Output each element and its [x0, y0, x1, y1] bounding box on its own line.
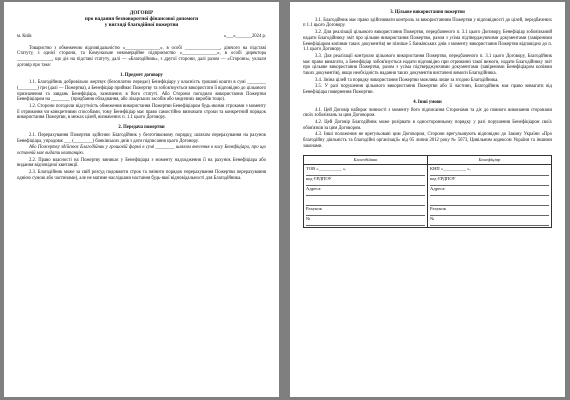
paragraph: 3.5. У разі порушення цільового використання Пожертви або її частини, Благодійник має право вимагати від Бенефіціара повернення Пожертви.	[303, 84, 552, 96]
paragraph: 4.3. Інші положення не врегульовані цим Договором, Сторони врегульовують відповідно до Закону України «Про благодійну діяльність та благодійні організації» від 05 липня 2012 року № 5073, Цивільним кодексом України та іншими законами.	[303, 132, 552, 149]
beneficiary-header: Бенефіціар	[428, 156, 552, 165]
paragraph: Або Пожертву здійснює Благодійник у грошовій формі в сумі ________ шляхом внесення в касу Бенефіціара, про що останній має видати квитанцію.	[17, 145, 266, 156]
section-heading: 2. Передача пожертви	[118, 125, 165, 131]
document-page-1	[4, 2, 279, 397]
paragraph: 2.2. Право власності на Пожертву виникає у Бенефіціара з моменту надходження її на рахунок Бенефіціара або видання відповідної квитанції.	[17, 157, 266, 169]
paragraph: 3.4. Зміна цілей та порядку використання Пожертви можлива лише за згодою Благодійника.	[315, 77, 499, 83]
contract-date: «___»_______2024 р.	[223, 34, 266, 39]
paragraph: 2.1. Перерахування Пожертви здійснює Благодійник у безготівковому порядку, шляхом перерахування на рахунок Бенефіціара, упродовж ___ (________) банківських днів з дати підписання цього Договору.	[17, 132, 266, 144]
requisites-table	[303, 155, 552, 228]
donor-header: Благодійник	[304, 156, 428, 165]
section-heading: 4. Інші умови	[413, 99, 442, 105]
paragraph: 1.2. Сторони погодили відсутність обмеження використання Пожертви Бенефіціаром будь-якими строками з моменту її отримання чи конкретними способами, тому Бенефіціар має право самостійно визначати строки та конкретний порядок використання Пожертви, в межах цілей, визначених п. 1.1 цього Договору.	[17, 104, 266, 121]
intro-paragraph: Товариство з обмеженою відповідальністю «_______________», в особі _______________, діючого на підставі Статуту, з однієї сторони, та Комунальне некомерційне підприємство «_______________», в особі директора _______________, що діє на підставі статуту, далі — «Благодійник», з другої сторони, далі разом — «Сторони», уклали договір про таке:	[17, 45, 266, 68]
document-page-2	[290, 2, 565, 397]
donor-requisites: ТОВ «__________ », код ЄРДПОУ Адреса: Рахунок №	[304, 165, 428, 228]
document-title: ДОГОВІР про надання безповоротної фінансової допомоги у вигляді благодійної пожертви	[84, 10, 199, 28]
paragraph: 3.2. Для реалізації цільового використання Пожертви, передбаченого п. 3.1 цього Договору, Бенефіціар зобов'язаний надати Благодійнику звіт про цільове використання Пожертви, разом з усіма підтверджуючими документами (завіреними Бенефіціаром копіями таких документів) не пізніше 5 банківських днів з моменту використання Пожертви відповідно до п. 1.1 цього Договору.	[303, 30, 552, 53]
paragraph: 4.2. Цей Договір Благодійник може розірвати в односторонньому порядку у разі порушення Бенефіціаром своїх обов'язків за цим Договором.	[303, 119, 552, 131]
section-heading: 1. Предмет договору	[120, 72, 163, 78]
paragraph: 3.3. Для реалізації контролю цільового використання Пожертви, передбаченого п. 3.1 цього Договору, Благодійник має право вимагати, а Бенефіціар зобов'язується надати відповідно при отриманні такої вимоги, надати Благодійнику звіт про цільове використання Пожертви, разом з усіма підтверджуючими документами (завіреними Бенефіціаром копіями таких документів), якщо необхідність надання таких документів вистачені вимоги Благодійника.	[303, 53, 552, 77]
paragraph: 3.1. Благодійник має право здійснювати контроль за використанням Пожертви у відповідності до цілей, передбачених п 1.1 цього Договору.	[303, 17, 552, 29]
beneficiary-requisites: КНП «__________ », код ЄРДПОУ Адреса: Рахунок №	[428, 165, 552, 228]
city: м. Київ	[17, 34, 32, 39]
paragraph: 2.3. Благодійник може за свій розсуд подовжити строк та змінити порядок перерахування Пожертви перерахування однією сумою або частинами), але не матиме наслідками настання будь-якої відповідальності для Благодійника.	[17, 170, 266, 181]
place-date-row	[17, 34, 266, 40]
paragraph: 4.1. Цей Договір набирає чинності з моменту його підписання Сторонами та діє до повного виконання сторонами своїх зобов'язань за цим Договором.	[303, 107, 552, 119]
section-heading: 3. Цільове використання пожертви	[390, 10, 465, 15]
paragraph: 1.1. Благодійник добровільно жертвує (безоплатно передає) Бенефіціару у власність грошові кошти в сумі ________ (________) грн (далі — Пожертва), а Бенефіціар приймає Пожертву та зобов'язується використати її відповідно до цільового призначення та завдань Бенефіціара, зазначених в його статуті. Або Сторони погодили використання Пожертви Бенефіціаром на ________ (придбання обладнання, або лікарських засобів або медичних виробів тощо).	[17, 80, 266, 103]
